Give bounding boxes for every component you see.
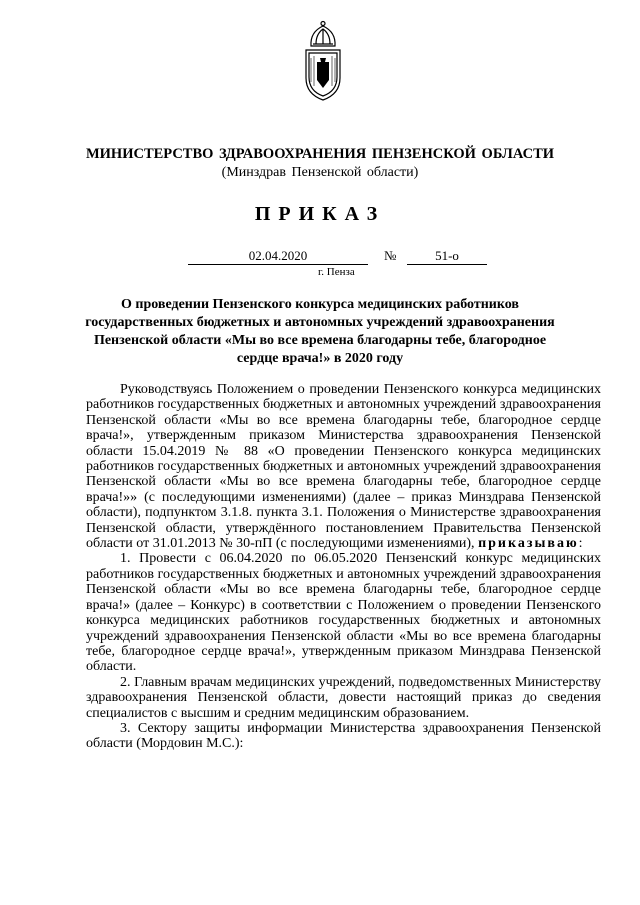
coat-of-arms-icon bbox=[298, 20, 348, 104]
clause-3: 3. Сектору защиты информации Министерства здравоохранения Пензенской области (Мордовин М.С.): bbox=[86, 720, 601, 752]
preamble-text: Руководствуясь Положением о проведении Пензенского конкурса медицинских работников государственных бюджетных и автономных учреждений здравоохранения Пензенской области «Мы во все времена благодарны тебе, благородное сердце врача!», утвержденным приказом Министерства здравоохранения Пензенской области 15.04.2019 № 88 «О проведении Пензенского конкурса медицинских работников государственных бюджетных и автономных учреждений здравоохранения Пензенской области «Мы во все времена благодарны тебе, благородное сердце врача!»» (с последующими изменениями) (далее – приказ Минздрава Пензенской области), подпунктом 3.1.8. пункта 3.1. Положения о Министерстве здравоохранения Пензенской области, утверждённого постановлением Правительства Пензенской области от 31.01.2013 № 30-пП (с последующими изменениями), bbox=[86, 382, 601, 552]
clause-2: 2. Главным врачам медицинских учреждений, подведомственных Министерству здравоохранения Пензенской области, довести настоящий приказ до сведения специалистов с высшим и средним медицинским образованием. bbox=[86, 674, 601, 721]
document-type-heading: ПРИКАЗ bbox=[254, 203, 386, 225]
order-keyword: приказываю bbox=[478, 536, 579, 552]
order-city: г. Пенза bbox=[318, 266, 355, 278]
number-sign: № bbox=[384, 248, 397, 263]
order-body bbox=[86, 382, 601, 752]
preamble-colon: : bbox=[578, 536, 583, 552]
order-title: О проведении Пензенского конкурса медицинских работников государственных бюджетных и автономных учреждений здравоохранения Пензенской области «Мы во все времена благодарны тебе, благородное сердце врача!» в 2020 году bbox=[85, 297, 555, 366]
ministry-name: МИНИСТЕРСТВО ЗДРАВООХРАНЕНИЯ ПЕНЗЕНСКОЙ ОБЛАСТИ bbox=[85, 146, 555, 162]
preamble-paragraph bbox=[86, 382, 601, 551]
ministry-short-name: (Минздрав Пензенской области) bbox=[221, 165, 419, 180]
order-date: 02.04.2020 bbox=[188, 248, 368, 265]
order-number: 51-о bbox=[407, 248, 487, 265]
clause-1: 1. Провести с 06.04.2020 по 06.05.2020 Пензенский конкурс медицинских работников государственных бюджетных и автономных учреждений здравоохранения Пензенской области «Мы во все времена благодарны тебе, благородное сердце врача!» (далее – Конкурс) в соответствии с Положением о проведении Пензенского конкурса медицинских работников государственных бюджетных и автономных учреждений здравоохранения Пензенской области «Мы во все времена благодарны тебе, благородное сердце врача!», утвержденным приказом Минздрава Пензенской области. bbox=[86, 551, 601, 675]
